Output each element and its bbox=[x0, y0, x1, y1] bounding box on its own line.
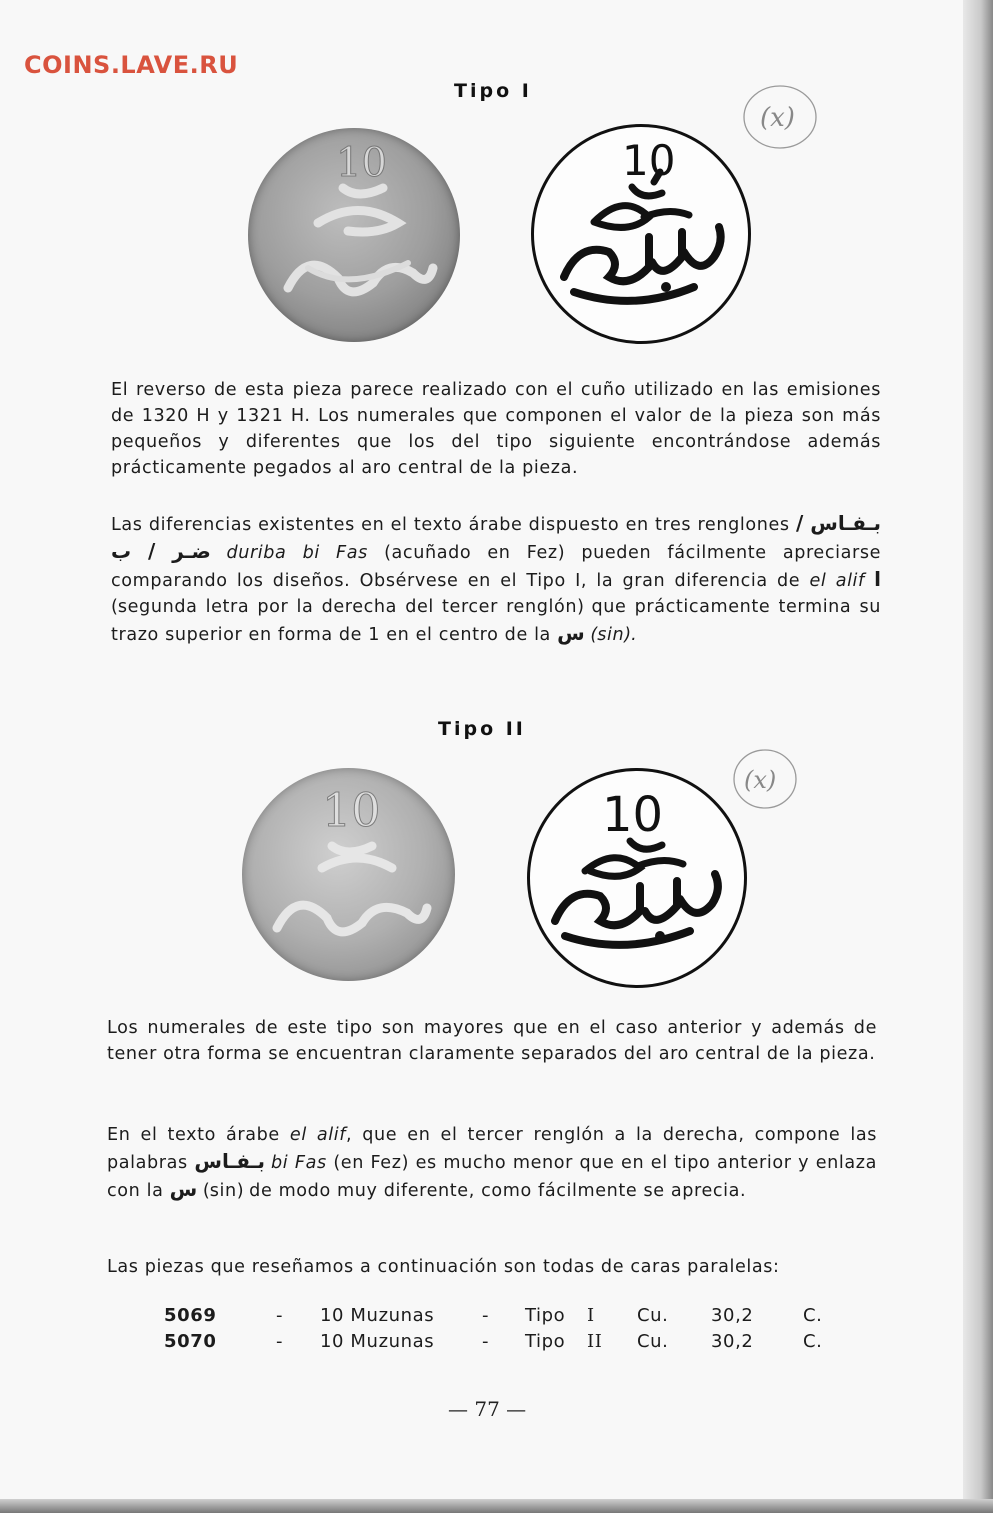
grade: C. bbox=[803, 1305, 823, 1326]
paragraph-tipo-ii-1 bbox=[107, 1015, 877, 1067]
table-row bbox=[160, 1305, 840, 1331]
para-text: En el texto árabe bbox=[107, 1125, 290, 1145]
transliteration: bi Fas bbox=[271, 1153, 327, 1173]
sin-char: س bbox=[169, 1177, 198, 1201]
metal: Cu. bbox=[637, 1305, 669, 1326]
coin-numeral-text: 10 bbox=[322, 783, 381, 837]
transliteration: duriba bi Fas bbox=[226, 543, 368, 563]
pencil-mark-text: (x) bbox=[760, 103, 795, 133]
drawing-numeral-text: 10 bbox=[602, 787, 664, 843]
paragraph-text bbox=[107, 1122, 877, 1204]
alif-char: ا bbox=[874, 567, 881, 591]
type-label: Tipo bbox=[525, 1305, 566, 1326]
diameter: 30,2 bbox=[711, 1331, 754, 1352]
page-number: — 77 — bbox=[448, 1397, 527, 1421]
page-edge-bottom bbox=[0, 1499, 993, 1513]
el-alif-term: el alif bbox=[289, 1125, 347, 1145]
paragraph-tipo-ii-3 bbox=[107, 1254, 882, 1280]
sin-label: (sin). bbox=[590, 625, 637, 645]
para-text: (en Fez) es mucho menor que en el tipo anterior y enlaza con la bbox=[107, 1153, 878, 1201]
catalog-number: 5069 bbox=[164, 1305, 217, 1326]
paragraph-text: Los numerales de este tipo son mayores que en el caso anterior y además de tener otra forma se encuentran claramente separados del aro central de la pieza. bbox=[107, 1018, 877, 1064]
paragraph-tipo-i-2 bbox=[111, 510, 881, 648]
tipo-i-heading: Tipo I bbox=[454, 80, 532, 102]
type-roman: I bbox=[587, 1305, 595, 1326]
separator: - bbox=[482, 1331, 490, 1352]
type-label: Tipo bbox=[525, 1331, 566, 1352]
separator: - bbox=[482, 1305, 490, 1326]
paragraph-text: El reverso de esta pieza parece realizado con el cuño utilizado en las emisiones de 1320 H y 1321 H. Los numerales que componen el valor de la pieza son más pequeños y diferentes que los del tipo siguiente encontrándose además prácticamente pegados al aro central de la pieza. bbox=[111, 380, 881, 478]
separator: - bbox=[276, 1305, 284, 1326]
denomination: 10 Muzunas bbox=[320, 1331, 435, 1352]
para-text: (acuñado en Fez) pueden fácilmente apreciarse comparando los diseños. Obsérvese en el Tipo I, la gran diferencia de bbox=[111, 543, 882, 591]
separator: - bbox=[276, 1331, 284, 1352]
arabic-word: بـفـاس bbox=[194, 1149, 266, 1173]
coin-drawing-tipo-i bbox=[531, 124, 751, 344]
paragraph-text: Las piezas que reseñamos a continuación son todas de caras paralelas: bbox=[107, 1257, 780, 1277]
pencil-mark-text: (x) bbox=[744, 766, 777, 794]
coin-photo-tipo-i bbox=[248, 128, 460, 342]
coin-photo-tipo-ii bbox=[242, 768, 455, 981]
table-row bbox=[160, 1331, 840, 1357]
paragraph-text bbox=[111, 510, 881, 648]
arabic-words: بـفـاس / ضـر / ب bbox=[111, 511, 881, 563]
coin-drawing-tipo-ii bbox=[527, 768, 747, 988]
el-alif-term: el alif bbox=[809, 571, 865, 591]
grade: C. bbox=[803, 1331, 823, 1352]
para-text: (segunda letra por la derecha del tercer renglón) que prácticamente termina su trazo superior en forma de 1 en el centro de la bbox=[111, 597, 881, 645]
paragraph-tipo-i-1 bbox=[111, 377, 881, 481]
para-text: (sin) de modo muy diferente, como fácilmente se aprecia. bbox=[197, 1181, 747, 1201]
metal: Cu. bbox=[637, 1331, 669, 1352]
tipo-ii-heading: Tipo II bbox=[438, 718, 526, 740]
denomination: 10 Muzunas bbox=[320, 1305, 435, 1326]
catalog-number: 5070 bbox=[164, 1331, 217, 1352]
sin-char: س bbox=[557, 621, 585, 645]
type-roman: II bbox=[587, 1331, 603, 1352]
para-text: , que en el tercer renglón a la derecha, compone las palabras bbox=[107, 1125, 877, 1173]
drawing-numeral-text: 10 bbox=[622, 136, 676, 185]
diameter: 30,2 bbox=[711, 1305, 754, 1326]
page-edge-right bbox=[963, 0, 993, 1513]
pencil-annotation-tipo-ii bbox=[730, 746, 800, 812]
watermark: COINS.LAVE.RU bbox=[24, 51, 239, 79]
paragraph-tipo-ii-2 bbox=[107, 1122, 877, 1204]
para-line: Las diferencias existentes en el texto árabe dispuesto en tres renglones bbox=[111, 515, 790, 535]
coin-numeral-text: 10 bbox=[336, 140, 387, 186]
pencil-annotation-tipo-i bbox=[740, 82, 820, 152]
